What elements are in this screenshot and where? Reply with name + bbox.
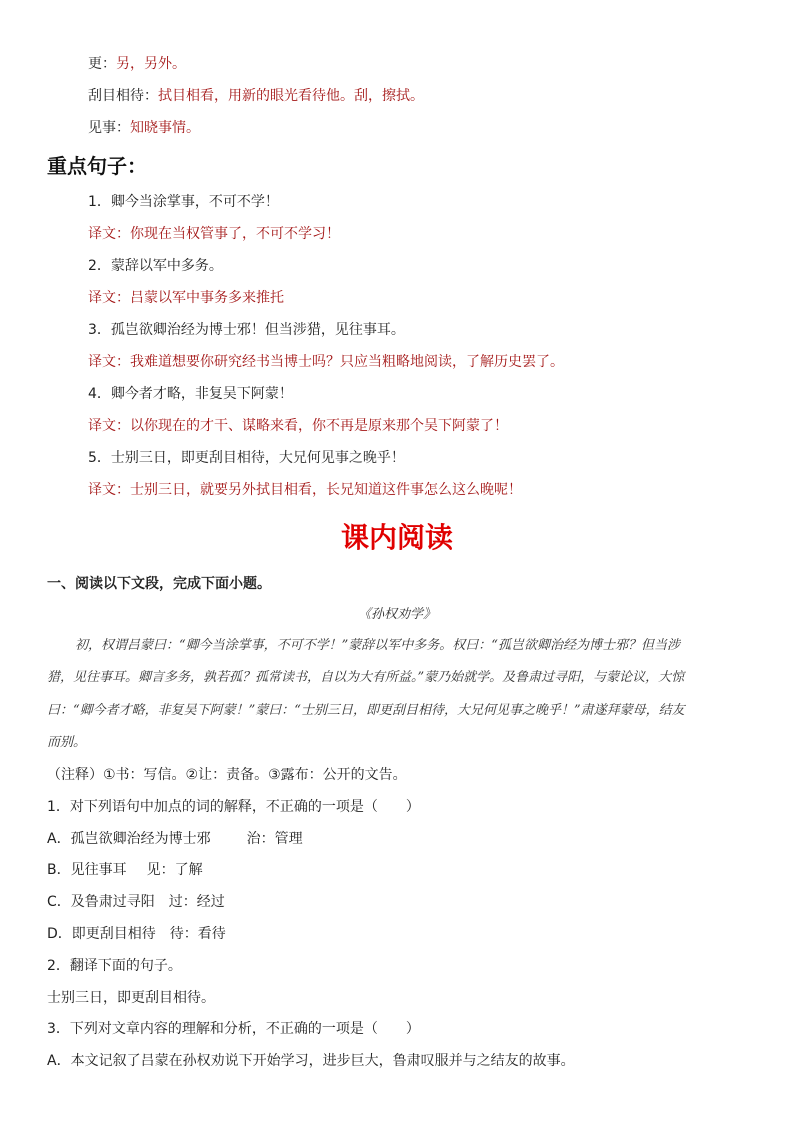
sentence-text: 卿今者才略，非复吴下阿蒙！ — [110, 386, 293, 402]
question-1-option-a — [47, 829, 303, 849]
sentence-line — [88, 448, 405, 468]
passage-note: （注释）①书：写信。②让：责备。③露布：公开的文告。 — [47, 767, 407, 783]
sentence-number: 4． — [88, 386, 111, 402]
option-text: C．及鲁肃过寻阳 — [47, 894, 155, 910]
question-3-stem: 3．下列对文章内容的理解和分析，不正确的一项是（ ） — [47, 1021, 420, 1037]
translation-label: 译文： — [88, 418, 130, 434]
sentence-line — [88, 384, 293, 404]
option-gloss: 见：了解 — [146, 862, 203, 878]
vocab-line — [88, 54, 186, 74]
vocab-meaning: 拭目相看，用新的眼光看待他。刮，擦拭。 — [158, 88, 424, 104]
sentence-number: 3． — [88, 322, 111, 338]
translation-line — [88, 352, 564, 372]
translation-text: 吕蒙以军中事务多来推托 — [130, 290, 284, 306]
passage-line: 曰：“卿今者才略，非复吴下阿蒙！”蒙曰：“士别三日，即更刮目相待，大兄何见事之晚乎！”肃遂拜蒙母，结友 — [47, 703, 685, 718]
question-group-heading: 一、阅读以下文段，完成下面小题。 — [47, 576, 271, 592]
option-gloss: 待：看待 — [169, 926, 226, 942]
passage-line: 初，权谓吕蒙曰：“卿今当涂掌事，不可不学！”蒙辞以军中多务。权曰：“孤岂欲卿治经为博士邪？但当涉 — [75, 638, 680, 653]
vocab-term: 见事： — [88, 120, 130, 136]
question-1-option-d — [47, 924, 226, 944]
translation-text: 士别三日，就要另外拭目相看，长兄知道这件事怎么这么晚呢！ — [130, 482, 522, 498]
option-text: D．即更刮目相待 — [47, 926, 156, 942]
sentence-number: 2． — [88, 258, 111, 274]
translation-label: 译文： — [88, 354, 130, 370]
vocab-term: 刮目相待： — [88, 88, 158, 104]
question-2-sentence: 士别三日，即更刮目相待。 — [47, 990, 215, 1006]
translation-text: 我难道想要你研究经书当博士吗？只应当粗略地阅读，了解历史罢了。 — [130, 354, 564, 370]
translation-text: 你现在当权管事了，不可不学习！ — [130, 226, 340, 242]
option-text: A．孤岂欲卿治经为博士邪 — [47, 831, 211, 847]
question-1-option-c — [47, 892, 225, 912]
translation-label: 译文： — [88, 482, 130, 498]
question-1-stem: 1．对下列语句中加点的词的解释，不正确的一项是（ ） — [47, 799, 420, 815]
passage-line: 猎，见往事耳。卿言多务，孰若孤？孤常读书，自以为大有所益。”蒙乃始就学。及鲁肃过寻阳，与蒙论议，大惊 — [47, 670, 685, 685]
sentence-line — [88, 256, 223, 276]
sentence-line — [88, 192, 279, 212]
sentence-text: 卿今当涂掌事，不可不学！ — [110, 194, 279, 210]
translation-line — [88, 288, 284, 308]
vocab-term: 更： — [88, 56, 116, 72]
passage-title: 《孙权劝学》 — [357, 607, 436, 622]
question-2-stem: 2．翻译下面的句子。 — [47, 958, 182, 974]
section-title: 课内阅读 — [340, 521, 453, 554]
sentence-number: 1． — [88, 194, 111, 210]
option-gloss: 过：经过 — [168, 894, 225, 910]
translation-line — [88, 480, 522, 500]
option-text: B．见往事耳 — [47, 862, 127, 878]
vocab-meaning: 另，另外。 — [116, 56, 186, 72]
translation-text: 以你现在的才干、谋略来看，你不再是原来那个吴下阿蒙了！ — [130, 418, 508, 434]
option-gloss: 治：管理 — [246, 831, 303, 847]
sentence-text: 士别三日，即更刮目相待，大兄何见事之晚乎！ — [110, 450, 405, 466]
question-1-option-b — [47, 860, 203, 880]
question-3-option-a: A．本文记叙了吕蒙在孙权劝说下开始学习，进步巨大，鲁肃叹服并与之结友的故事。 — [47, 1053, 575, 1069]
sentence-line — [88, 320, 405, 340]
sentence-text: 蒙辞以军中多务。 — [110, 258, 223, 274]
vocab-line — [88, 118, 200, 138]
translation-label: 译文： — [88, 290, 130, 306]
vocab-line — [88, 86, 424, 106]
vocab-meaning: 知晓事情。 — [130, 120, 200, 136]
key-sentences-heading: 重点句子： — [47, 154, 147, 178]
translation-line — [88, 224, 340, 244]
passage-line: 而别。 — [47, 735, 87, 750]
sentence-text: 孤岂欲卿治经为博士邪！但当涉猎，见往事耳。 — [110, 322, 405, 338]
translation-label: 译文： — [88, 226, 130, 242]
translation-line — [88, 416, 508, 436]
sentence-number: 5． — [88, 450, 111, 466]
